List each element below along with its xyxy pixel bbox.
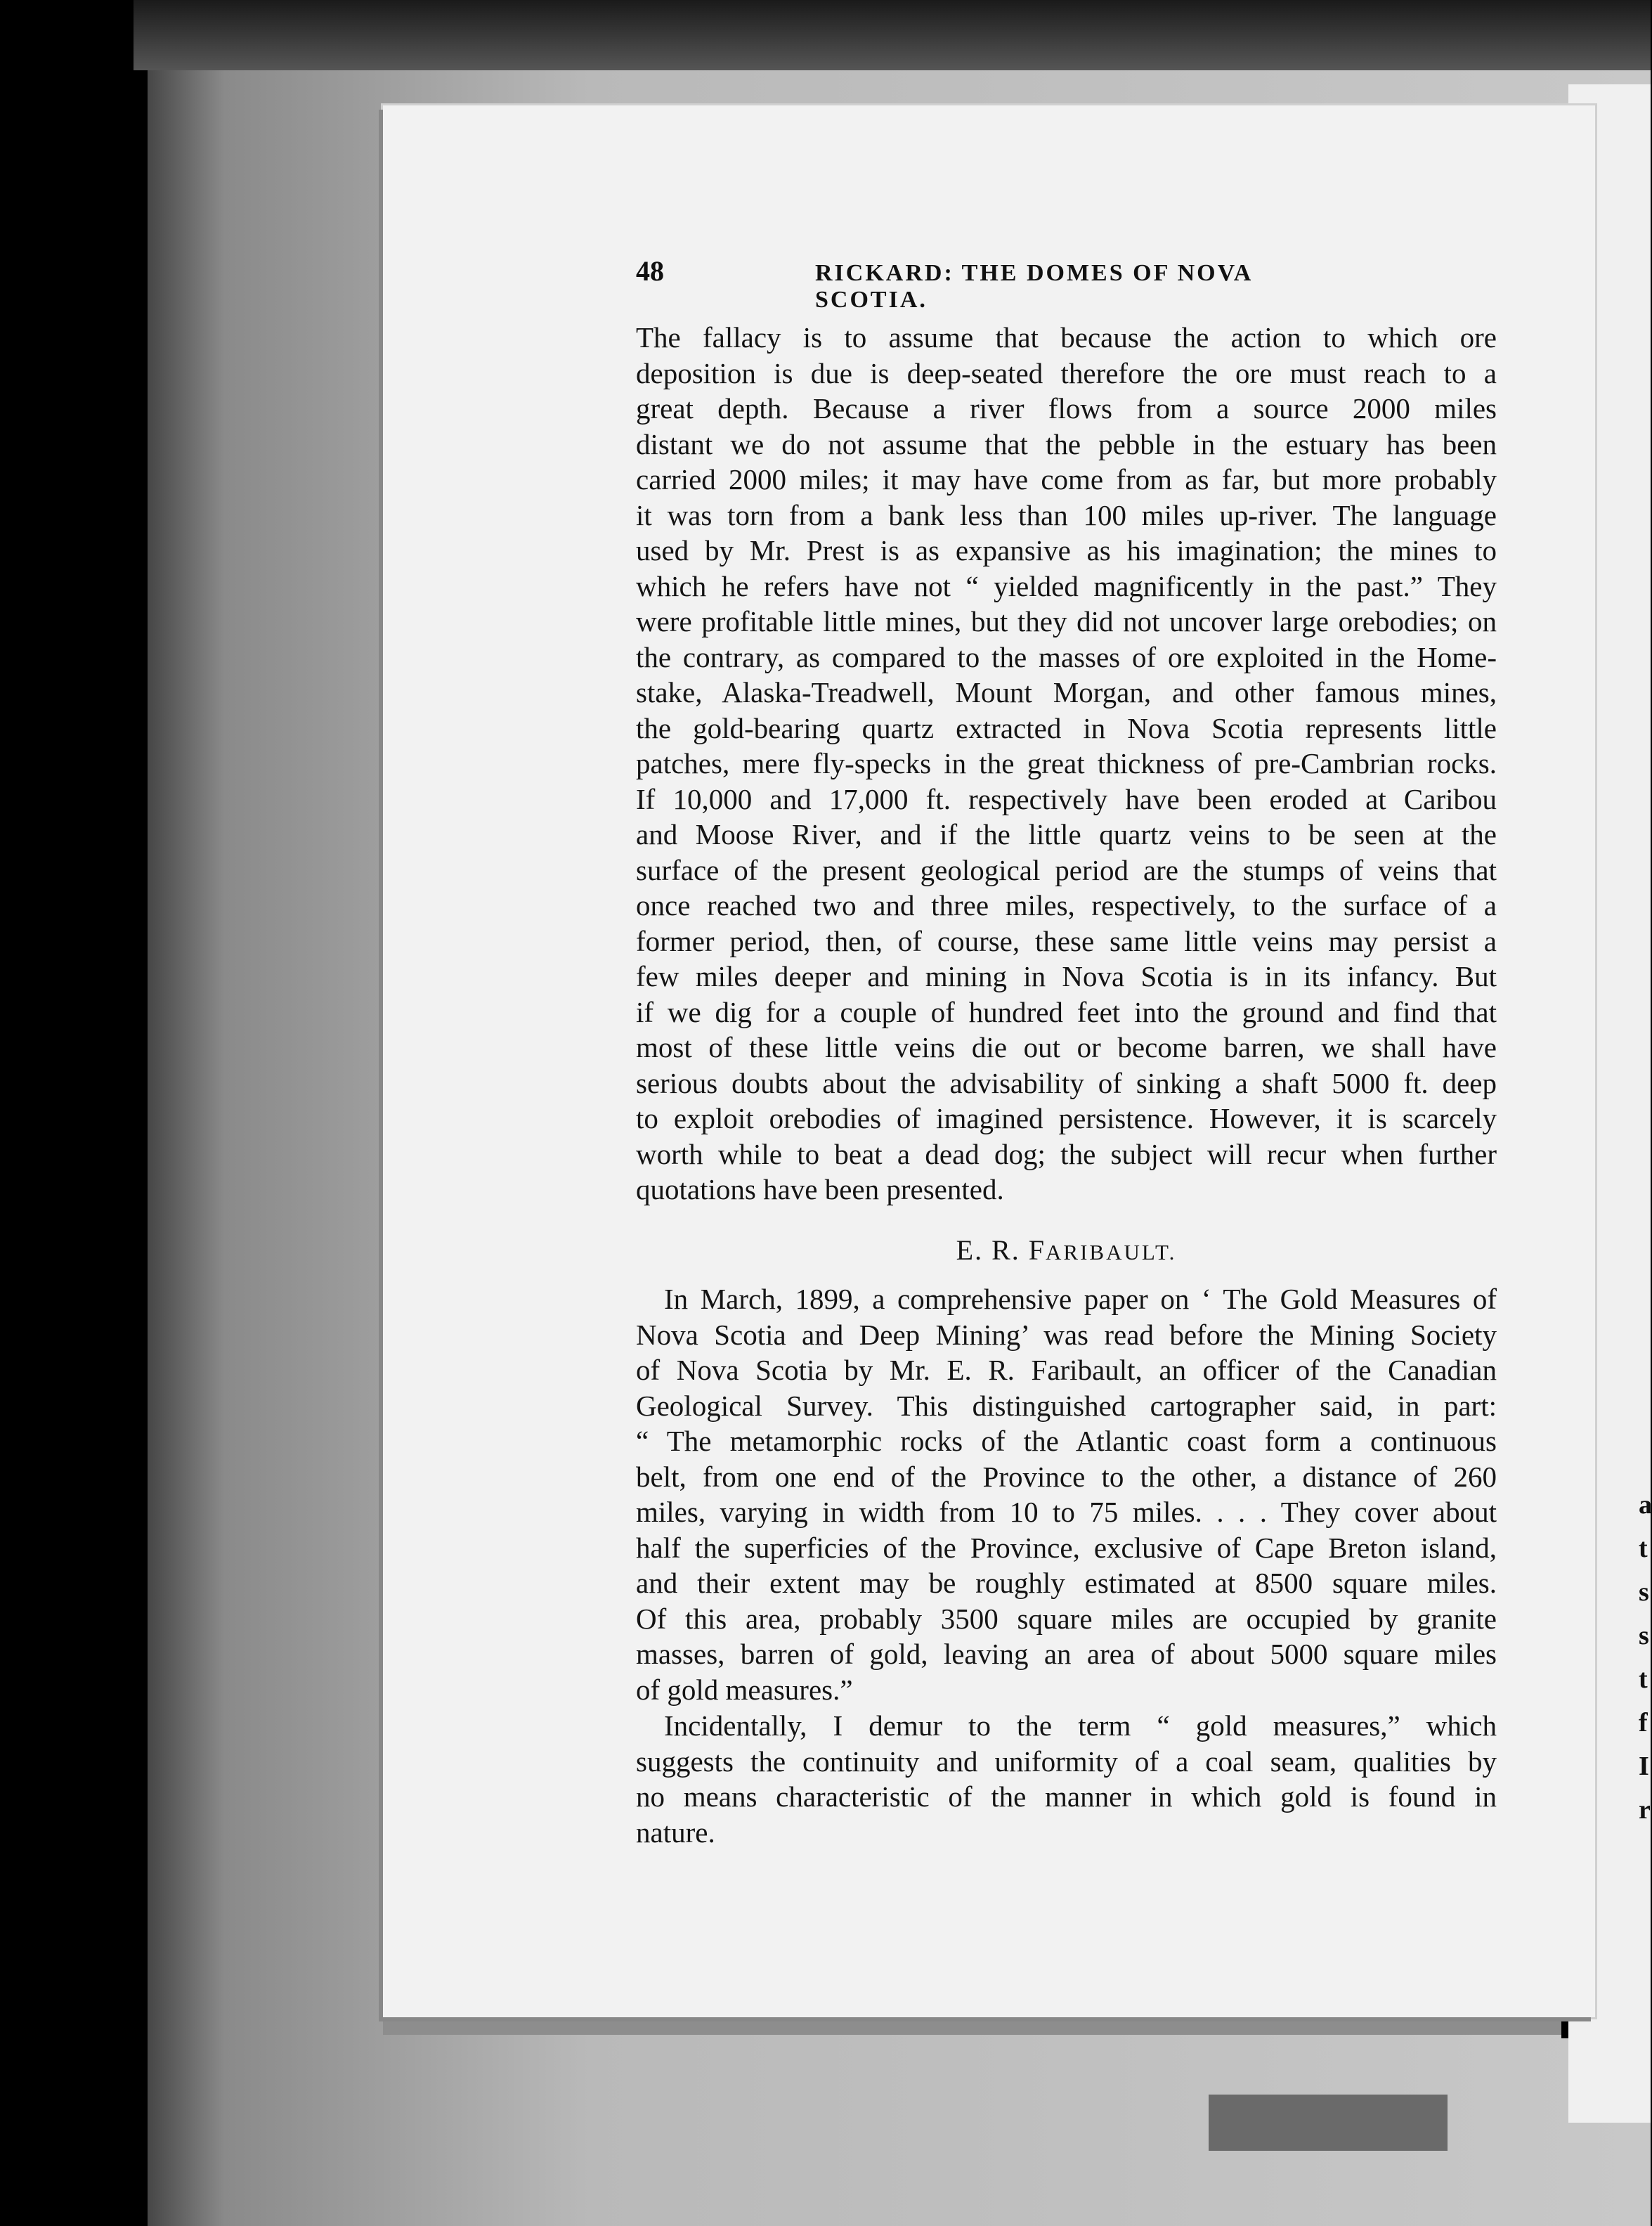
text-line: most of these little veins die out or become barren, we shall have xyxy=(636,1031,1497,1063)
text-line: were profitable little mines, but they did not uncover large orebodies; on xyxy=(636,605,1497,638)
text-line: In March, 1899, a comprehensive paper on ‘ The Gold Measures of xyxy=(664,1283,1497,1315)
adjacent-page-letter: t xyxy=(1639,1534,1648,1563)
paragraph-faribault-quote xyxy=(636,1281,1497,1707)
adjacent-page-letter: r xyxy=(1639,1795,1651,1825)
text-line: used by Mr. Prest is as expansive as his imagination; the mines to xyxy=(636,534,1497,567)
text-line: to exploit orebodies of imagined persistence. However, it is scarcely xyxy=(636,1102,1497,1134)
scan-bottom-tag xyxy=(1209,2095,1448,2151)
adjacent-page-letter: s xyxy=(1639,1577,1649,1607)
text-line: former period, then, of course, these same little veins may persist a xyxy=(636,924,1497,957)
text-line: nature. xyxy=(636,1816,715,1849)
page-bottom-edge xyxy=(383,2017,1595,2035)
adjacent-page-letter: a xyxy=(1639,1490,1652,1520)
text-line: Incidentally, I demur to the term “ gold measures,” which xyxy=(664,1709,1497,1742)
section-heading xyxy=(636,1234,1497,1267)
text-line: surface of the present geological period are the stumps of veins that xyxy=(636,853,1497,886)
text-line: masses, barren of gold, leaving an area of about 5000 square miles xyxy=(636,1638,1497,1670)
text-line: worth while to beat a dead dog; the subject will recur when further xyxy=(636,1137,1497,1170)
adjacent-page-letter: s xyxy=(1639,1621,1649,1650)
scan-left-border xyxy=(0,0,148,2226)
text-line: The fallacy is to assume that because the action to which ore xyxy=(636,321,1497,354)
adjacent-page-letter: t xyxy=(1639,1664,1648,1694)
adjacent-page-letter: I xyxy=(1639,1752,1649,1781)
text-line: “ The metamorphic rocks of the Atlantic coast form a continuous xyxy=(636,1425,1497,1457)
adjacent-page-letter: f xyxy=(1639,1708,1648,1738)
adjacent-page-text xyxy=(1639,1483,1651,1832)
paragraph-incidentally xyxy=(636,1708,1497,1850)
text-line: few miles deeper and mining in Nova Scotia is in its infancy. But xyxy=(636,960,1497,992)
text-line: Geological Survey. This distinguished cartographer said, in part: xyxy=(636,1389,1497,1422)
text-line: carried 2000 miles; it may have come from as far, but more probably xyxy=(636,463,1497,496)
text-line: belt, from one end of the Province to the other, a distance of 260 xyxy=(636,1460,1497,1493)
scan-top-shadow xyxy=(134,0,1651,70)
text-line: it was torn from a bank less than 100 miles up-river. The language xyxy=(636,498,1497,531)
text-line: which he refers have not “ yielded magnificently in the past.” They xyxy=(636,569,1497,602)
text-line: stake, Alaska-Treadwell, Mount Morgan, and other famous mines, xyxy=(636,676,1497,708)
text-line: quotations have been presented. xyxy=(636,1173,1004,1205)
text-line: Of this area, probably 3500 square miles are occupied by granite xyxy=(636,1602,1497,1635)
running-header xyxy=(636,254,1349,313)
text-line: and their extent may be roughly estimated at 8500 square miles. xyxy=(636,1567,1497,1599)
text-line: of Nova Scotia by Mr. E. R. Faribault, an officer of the Canadian xyxy=(636,1354,1497,1386)
text-line: half the superficies of the Province, exclusive of Cape Breton island, xyxy=(636,1531,1497,1564)
section-heading-initials: E. R. F xyxy=(956,1234,1046,1266)
text-line: the contrary, as compared to the masses of ore exploited in the Home- xyxy=(636,640,1497,673)
text-line: distant we do not assume that the pebble in the estuary has been xyxy=(636,427,1497,460)
text-line: once reached two and three miles, respectively, to the surface of a xyxy=(636,889,1497,921)
text-line: if we dig for a couple of hundred feet into the ground and find that xyxy=(636,995,1497,1028)
text-line: Nova Scotia and Deep Mining’ was read before the Mining Society xyxy=(636,1318,1497,1351)
text-line: great depth. Because a river flows from a source 2000 miles xyxy=(636,392,1497,425)
paragraph-fallacy xyxy=(636,320,1497,1208)
section-heading-smallcaps: ARIBAULT. xyxy=(1046,1240,1177,1264)
text-line: suggests the continuity and uniformity of a coal seam, qualities by xyxy=(636,1745,1497,1778)
text-line: deposition is due is deep-seated therefore the ore must reach to a xyxy=(636,356,1497,389)
text-line: miles, varying in width from 10 to 75 miles. . . . They cover about xyxy=(636,1496,1497,1528)
text-line: If 10,000 and 17,000 ft. respectively have been eroded at Caribou xyxy=(636,782,1497,815)
text-line: patches, mere fly-specks in the great thickness of pre-Cambrian rocks. xyxy=(636,747,1497,779)
text-line: the gold-bearing quartz extracted in Nova Scotia represents little xyxy=(636,711,1497,744)
text-line: and Moose River, and if the little quartz veins to be seen at the xyxy=(636,818,1497,850)
running-title: RICKARD: THE DOMES OF NOVA SCOTIA. xyxy=(815,260,1252,313)
text-line: serious doubts about the advisability of sinking a shaft 5000 ft. deep xyxy=(636,1066,1497,1099)
page-number: 48 xyxy=(636,255,664,287)
text-line: of gold measures.” xyxy=(636,1673,853,1706)
text-line: no means characteristic of the manner in which gold is found in xyxy=(636,1780,1497,1813)
